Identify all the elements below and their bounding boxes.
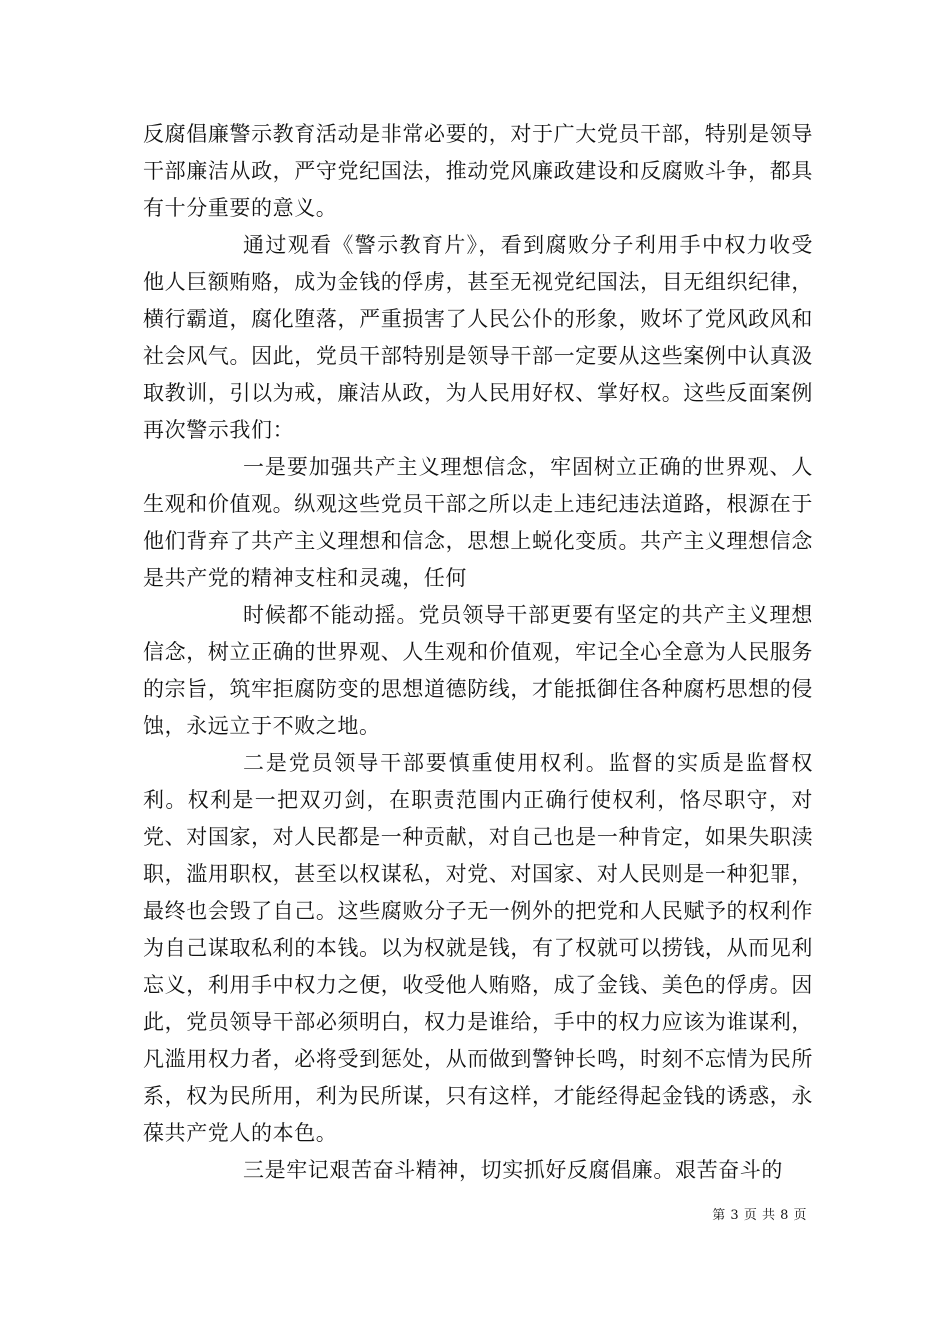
paragraph-intro: 反腐倡廉警示教育活动是非常必要的，对于广大党员干部，特别是领导干部廉洁从政，严守党纪国法，推动党风廉政建设和反腐败斗争，都具有十分重要的意义。 bbox=[143, 122, 813, 220]
paragraph-point-one-continued: 时候都不能动摇。党员领导干部更要有坚定的共产主义理想信念，树立正确的世界观、人生观和价值观，牢记全心全意为人民服务的宗旨，筑牢拒腐防变的思想道德防线，才能抵御住各种腐朽思想的侵蚀，永远立于不败之地。 bbox=[143, 603, 813, 738]
document-body bbox=[143, 116, 813, 1189]
paragraph-point-one: 一是要加强共产主义理想信念，牢固树立正确的世界观、人生观和价值观。纵观这些党员干部之所以走上违纪违法道路，根源在于他们背弃了共产主义理想和信念，思想上蜕化变质。共产主义理想信念是共产党的精神支柱和灵魂，任何 bbox=[143, 455, 813, 590]
paragraph-point-two: 二是党员领导干部要慎重使用权利。监督的实质是监督权利。权利是一把双刃剑，在职责范围内正确行使权利，恪尽职守，对党、对国家，对人民都是一种贡献，对自己也是一种肯定，如果失职渎职，滥用职权，甚至以权谋私，对党、对国家、对人民则是一种犯罪，最终也会毁了自己。这些腐败分子无一例外的把党和人民赋予的权利作为自己谋取私利的本钱。以为权就是钱，有了权就可以捞钱，从而见利忘义，利用手中权力之便，收受他人贿赂，成了金钱、美色的俘虏。因此，党员领导干部必须明白，权力是谁给，手中的权力应该为谁谋利，凡滥用权力者，必将受到惩处，从而做到警钟长鸣，时刻不忘情为民所系，权为民所用，利为民所谋，只有这样，才能经得起金钱的诱惑，永葆共产党人的本色。 bbox=[143, 751, 813, 1145]
page-number-footer: 第 3 页 共 8 页 bbox=[712, 1208, 807, 1223]
paragraph-point-three: 三是牢记艰苦奋斗精神，切实抓好反腐倡廉。艰苦奋斗的 bbox=[243, 1158, 783, 1182]
paragraph-warning-film: 通过观看《警示教育片》，看到腐败分子利用手中权力收受他人巨额贿赂，成为金钱的俘虏，甚至无视党纪国法，目无组织纪律，横行霸道，腐化堕落，严重损害了人民公仆的形象，败坏了党风政风和社会风气。因此，党员干部特别是领导干部一定要从这些案例中认真汲取教训，引以为戒，廉洁从政，为人民用好权、掌好权。这些反面案例再次警示我们： bbox=[143, 233, 813, 442]
